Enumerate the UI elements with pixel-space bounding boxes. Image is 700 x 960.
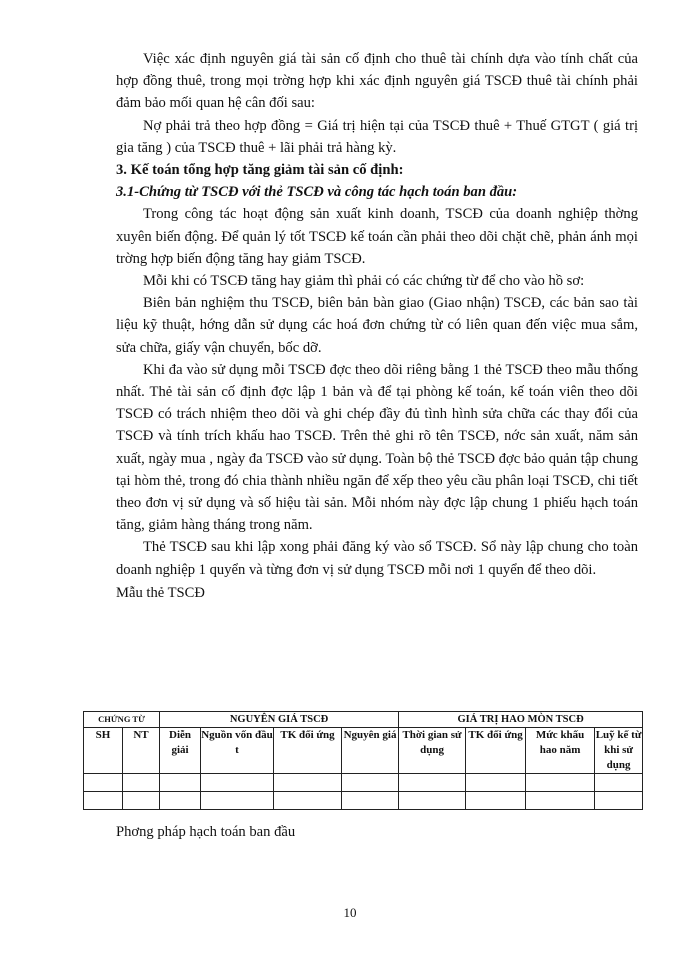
col-accumulated: Luỹ kế từ khi sử dụng <box>595 728 643 774</box>
header-original-cost: NGUYÊN GIÁ TSCĐ <box>160 712 399 728</box>
col-description: Diễn giải <box>160 728 201 774</box>
card-sample-label: Mẫu thẻ TSCĐ <box>116 584 205 601</box>
paragraph-asset-changes: Trong công tác hoạt động sản xuất kinh doanh, TSCĐ của doanh nghiệp thờng xuyên biến động. Để quản lý tốt TSCĐ kế toán cần phải theo dõi chặt chẽ, phản ánh mọi trờng hợp biến động tăng hay giảm TSCĐ. <box>116 206 638 267</box>
method-title: Phơng pháp hạch toán ban đầu <box>116 824 296 840</box>
paragraph-documents-required: Mỗi khi có TSCĐ tăng hay giảm thì phải có các chứng từ để cho vào hồ sơ: <box>143 273 585 290</box>
header-voucher: CHỨNG TỪ <box>84 712 160 728</box>
col-sh: SH <box>84 728 123 774</box>
col-contra-account-2: TK đối ứng <box>466 728 526 774</box>
paragraph-leasing-cost: Việc xác định nguyên giá tài sản cố định cho thuê tài chính dựa vào tính chất của hợp đồng thuê, trong mọi trờng hợp khi xác định nguyên giá TSCĐ thuê tài chính phải đảm bảo mối quan hệ cân đối sau: <box>116 51 638 112</box>
paragraph-asset-card: Khi đa vào sử dụng mỗi TSCĐ đợc theo dõi riêng bằng 1 thẻ TSCĐ theo mẫu thống nhất. Thẻ tài sản cố định đợc lập 1 bản và để tại phòng kế toán, kế toán viên theo dõi TSCĐ có trách nhiệm theo dõi và ghi chép đầy đủ tình hình sửa chữa các thay đổi của TSCĐ và tính trích khấu hao TSCĐ. Trên thẻ ghi rõ tên TSCĐ, nớc sản xuất, năm sản xuất, ngày mua , ngày đa TSCĐ vào sử dụng. Toàn bộ thẻ TSCĐ đợc bảo quản tập chung tại hòm thẻ, trong đó chia thành nhiều ngăn để xếp theo yêu cầu phân loại TSCĐ, chi tiết theo đơn vị sử dụng và số hiệu tài sản. Mỗi nhóm này đợc lập chung 1 phiếu hạch toán tăng, giảm hàng tháng trong năm. <box>116 361 638 534</box>
section-heading-3: 3. Kế toán tổng hợp tăng giảm tài sản cố định: <box>116 162 404 179</box>
paragraph-liability-formula: Nợ phải trả theo hợp đồng = Giá trị hiện tại của TSCĐ thuê + Thuế GTGT ( giá trị gia tăng ) của TSCĐ thuê + lãi phải trả hàng kỳ. <box>116 117 638 156</box>
body-text <box>116 48 638 604</box>
asset-card-table <box>83 711 643 810</box>
table-row <box>84 792 643 810</box>
col-annual-depreciation: Mức khấu hao năm <box>526 728 595 774</box>
col-contra-account: TK đối ứng <box>274 728 342 774</box>
col-useful-life: Thời gian sử dụng <box>399 728 466 774</box>
paragraph-document-list: Biên bản nghiệm thu TSCĐ, biên bản bàn giao (Giao nhận) TSCĐ, các bản sao tài liệu kỹ thuật, hớng dẫn sử dụng các hoá đơn chứng từ có liên quan đến việc mua sắm, sửa chữa, giấy vận chuyển, bốc dỡ. <box>116 295 638 356</box>
col-nt: NT <box>123 728 160 774</box>
subsection-heading-3-1: 3.1-Chứng từ TSCĐ với thẻ TSCĐ và công tác hạch toán ban đầu: <box>116 184 518 201</box>
col-original-cost: Nguyên giá <box>342 728 399 774</box>
table-row <box>84 774 643 792</box>
page-number: 10 <box>343 905 357 920</box>
paragraph-asset-register: Thẻ TSCĐ sau khi lập xong phải đăng ký vào sổ TSCĐ. Sổ này lập chung cho toàn doanh nghiệp 1 quyển và từng đơn vị sử dụng TSCĐ mỗi nơi 1 quyển để theo dõi. <box>116 539 638 578</box>
col-funding-source: Nguồn vốn đầu t <box>201 728 274 774</box>
header-depreciation: GIÁ TRỊ HAO MÒN TSCĐ <box>399 712 643 728</box>
